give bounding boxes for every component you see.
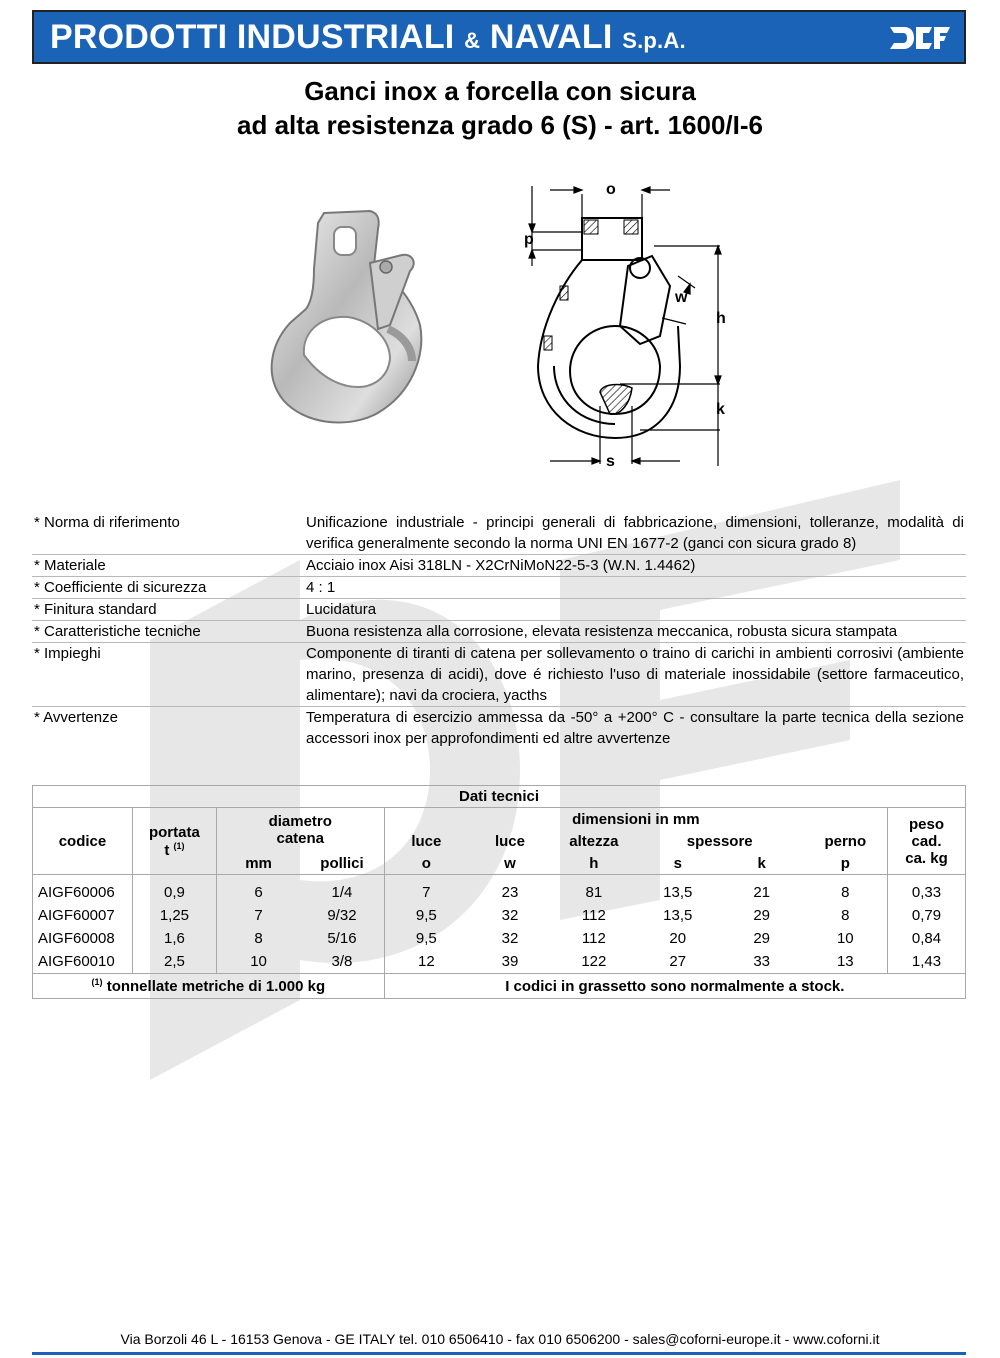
header-h: h [552,852,636,875]
property-value: Unificazione industriale - principi generali di fabbricazione, dimensioni, tolleranze, modalità di verifica generalmente secondo la norma UNI EN 1677-2 (ganci con sicura grado 8) [304,512,966,555]
header-o: o [384,852,468,875]
property-value: Acciaio inox Aisi 318LN - X2CrNiMoN22-5-3 (W.N. 1.4462) [304,555,966,577]
header-peso [888,808,966,875]
cell-h: 112 [581,930,606,947]
company-name-amp: & [464,27,481,53]
header-catena-label: catena [276,830,325,847]
header-peso-label: peso [908,815,944,833]
cell-peso: 0,79 [888,904,966,927]
company-name-part1: PRODOTTI INDUSTRIALI [50,17,455,56]
cell-w: 39 [501,953,519,970]
cell-portata: 1,6 [132,927,216,950]
table-caption: Dati tecnici [33,786,966,808]
property-key: * Coefficiente di sicurezza [32,577,304,599]
table-row [33,927,966,950]
label-p: p [524,231,534,248]
cell-s: 13,5 [663,907,693,924]
header-portata-unit: t [164,841,170,859]
cell-w: 23 [501,884,519,901]
property-row [32,599,966,621]
cell-o: 12 [418,953,435,970]
cell-p: 8 [804,904,888,927]
coforni-logo-icon [888,23,952,53]
header-p: p [804,852,888,875]
technical-data-table [32,785,966,999]
cell-mm: 8 [254,930,263,947]
property-value: Buona resistenza alla corrosione, elevata resistenza meccanica, robusta sicura stampata [304,621,966,643]
table-row [33,904,966,927]
property-row [32,555,966,577]
table-row [33,875,966,905]
property-value: Componente di tiranti di catena per sollevamento o traino di carichi in ambienti corrosivi (ambiente marino, presenza di acidi), dove é richiesto l'uso di materiale inossidabile (settore farmaceutico, alimentare); navi da crociera, yacths [304,643,966,707]
hook-photo [262,205,452,430]
label-o: o [606,181,616,198]
cell-w: 32 [501,907,519,924]
cell-k: 33 [753,953,770,970]
label-w: w [675,289,688,306]
cell-pollici: 9/32 [300,904,384,927]
table-footer-row [33,974,966,999]
header-cad-label: cad. [911,832,942,850]
cell-codice: AIGF60010 [33,950,133,974]
cell-o: 7 [422,884,431,901]
cell-k: 29 [753,907,770,924]
product-title-line1: Ganci inox a forcella con sicura [304,76,696,106]
table-row [33,950,966,974]
header-pollici: pollici [300,852,384,875]
property-key: * Norma di riferimento [32,512,304,555]
page-header [32,10,966,64]
product-title-line2: ad alta resistenza grado 6 (S) - art. 1600/I-6 [237,110,763,140]
property-row [32,512,966,555]
property-value: Lucidatura [304,599,966,621]
header-k: k [720,852,804,875]
label-h: h [716,310,726,327]
header-portata-note: (1) [173,840,185,851]
cell-codice: AIGF60007 [33,904,133,927]
cell-codice: AIGF60006 [33,875,133,905]
property-key: * Caratteristiche tecniche [32,621,304,643]
company-suffix: S.p.A. [622,27,686,53]
cell-h: 122 [581,953,607,970]
header-mm: mm [216,852,300,875]
header-diametro [216,808,384,853]
footnote-text: tonnellate metriche di 1.000 kg [106,978,326,995]
cell-codice: AIGF60008 [33,927,133,950]
cell-portata: 1,25 [132,904,216,927]
property-key: * Avvertenze [34,709,118,726]
cell-o: 9,5 [415,907,437,924]
cell-h: 112 [581,907,606,924]
product-title [0,74,1000,142]
product-properties [32,512,966,749]
cell-pollici: 1/4 [300,875,384,905]
header-luce-w: luce [494,832,525,850]
footer-divider [32,1352,966,1355]
property-value: 4 : 1 [304,577,966,599]
footnote-mark: (1) [91,977,103,987]
stock-note: I codici in grassetto sono normalmente a stock. [384,974,965,999]
cell-pollici: 5/16 [300,927,384,950]
property-key: * Materiale [32,555,304,577]
header-spessore: spessore [686,832,753,850]
cell-p: 10 [804,927,888,950]
cell-mm: 7 [254,907,263,924]
company-name [34,18,686,57]
cell-k: 29 [753,930,770,947]
header-perno: perno [804,830,888,852]
cell-s: 20 [669,930,687,947]
cell-p: 8 [804,875,888,905]
cell-pollici: 3/8 [300,950,384,974]
cell-peso: 1,43 [888,950,966,974]
label-s: s [606,453,615,466]
header-cakg-label: ca. kg [905,849,948,867]
cell-portata: 0,9 [132,875,216,905]
footnote-cell [33,974,385,999]
header-portata [132,808,216,875]
property-value: Temperatura di esercizio ammessa da -50° a +200° C - consultare la parte tecnica della sezione accessori inox per approfondimenti ed altre avvertenze [306,709,964,747]
cell-mm: 6 [254,884,263,901]
header-dimensioni: dimensioni in mm [384,808,887,831]
cell-k: 21 [753,884,770,901]
cell-peso: 0,33 [888,875,966,905]
page-footer: Via Borzoli 46 L - 16153 Genova - GE ITALY tel. 010 6506410 - fax 010 6506200 - sales@coforni-europe.it - www.coforni.it [120,1331,880,1347]
property-row [32,643,966,707]
header-diametro-label: diametro [268,813,332,830]
header-codice: codice [33,808,133,875]
cell-w: 32 [501,930,519,947]
property-row [32,577,966,599]
header-s: s [636,852,720,875]
label-k: k [716,401,725,418]
header-w: w [468,852,552,875]
property-row [32,707,966,750]
cell-s: 13,5 [663,884,693,901]
cell-peso: 0,84 [888,927,966,950]
header-portata-label: portata [148,823,200,841]
company-name-part2: NAVALI [489,17,613,56]
header-altezza: altezza [569,832,619,850]
property-key: * Impieghi [32,643,304,707]
header-luce-o: luce [411,832,442,850]
cell-mm: 10 [250,953,267,970]
cell-h: 81 [585,884,603,901]
cell-portata: 2,5 [132,950,216,974]
cell-s: 27 [669,953,687,970]
cell-o: 9,5 [415,930,437,947]
property-row [32,621,966,643]
cell-p: 13 [804,950,888,974]
hook-dimension-drawing [520,176,750,466]
property-key: * Finitura standard [32,599,304,621]
